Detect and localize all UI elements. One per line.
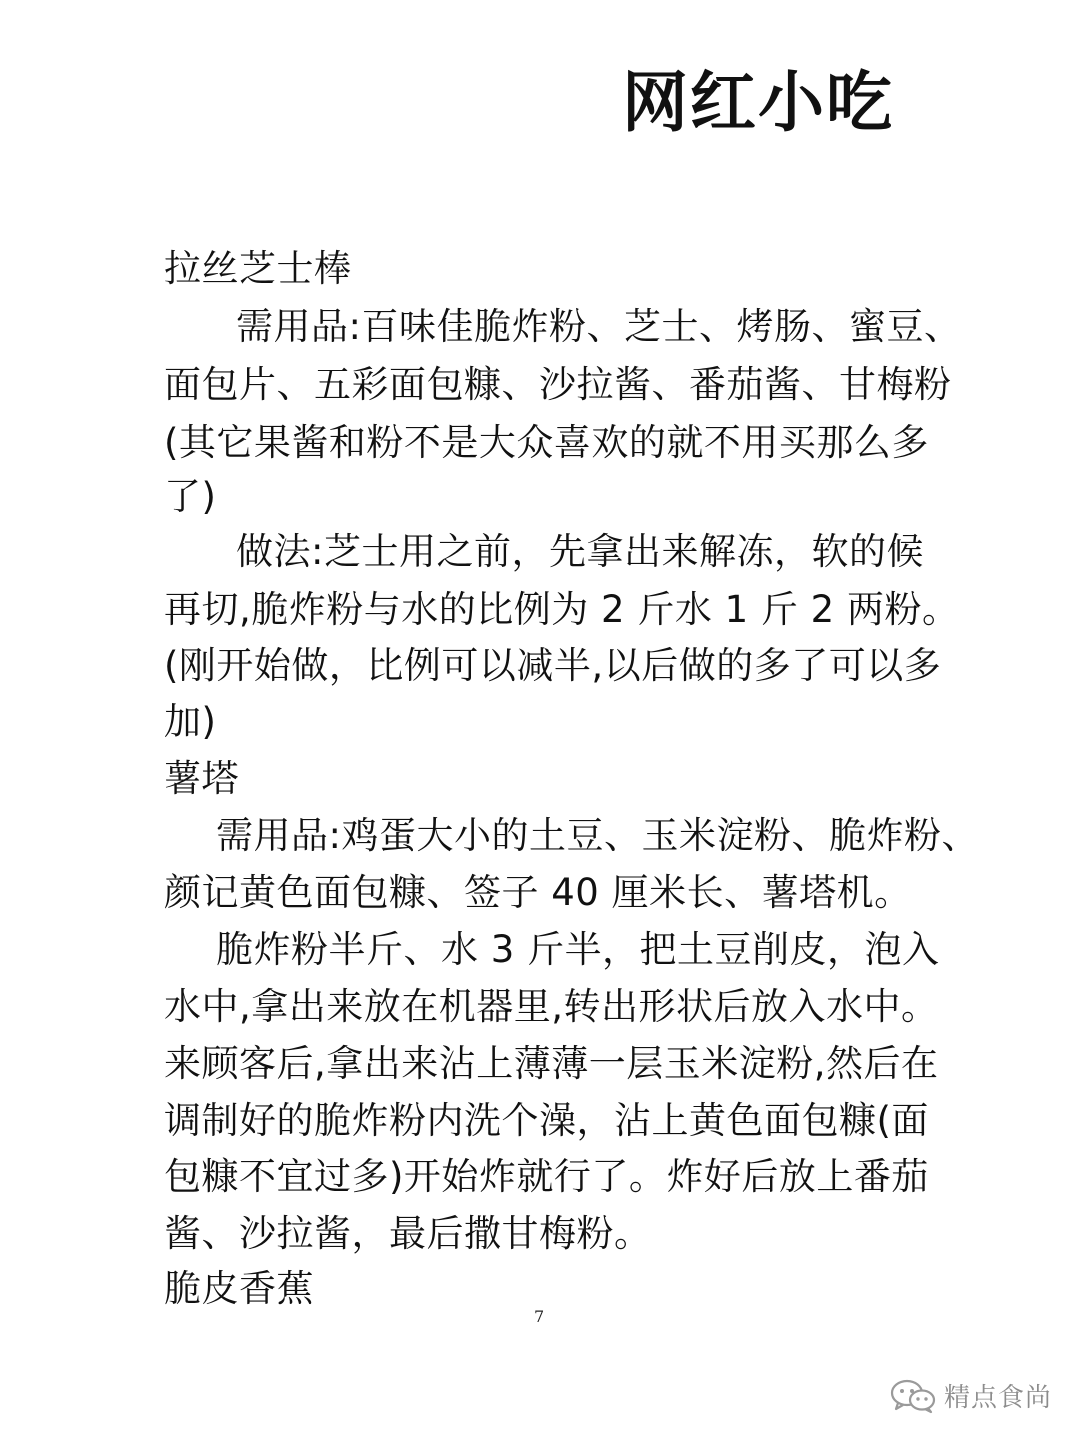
text-line: (刚开始做，比例可以减半,以后做的多了可以多 <box>164 644 942 687</box>
text-line: 酱、沙拉酱，最后撒甘梅粉。 <box>164 1212 652 1255</box>
text-line: 调制好的脆炸粉内洗个澡，沾上黄色面包糠(面 <box>164 1099 929 1142</box>
text-line: 需用品:鸡蛋大小的土豆、玉米淀粉、脆炸粉、 <box>216 814 979 857</box>
text-line: 水中,拿出来放在机器里,转出形状后放入水中。 <box>164 985 939 1028</box>
text-line: 来顾客后,拿出来沾上薄薄一层玉米淀粉,然后在 <box>164 1042 939 1085</box>
text-line: 加) <box>164 700 217 743</box>
text-line: 包糠不宜过多)开始炸就行了。炸好后放上番茄 <box>164 1155 929 1198</box>
text-line: 做法:芝士用之前，先拿出来解冻，软的候 <box>236 530 924 573</box>
text-line: 了) <box>164 475 217 518</box>
watermark <box>888 1377 1052 1414</box>
watermark-text: 精点食尚 <box>944 1383 1053 1413</box>
section-heading-crispy-banana: 脆皮香蕉 <box>164 1267 314 1310</box>
text-line: 脆炸粉半斤、水 3 斤半，把土豆削皮，泡入 <box>216 928 940 971</box>
page-number: 7 <box>534 1307 545 1326</box>
text-line: 颜记黄色面包糠、签子 40 厘米长、薯塔机。 <box>164 871 912 914</box>
wechat-official-account-icon <box>888 1378 938 1414</box>
text-line: 需用品:百味佳脆炸粉、芝士、烤肠、蜜豆、 <box>236 305 962 348</box>
text-line: (其它果酱和粉不是大众喜欢的就不用买那么多 <box>164 421 929 464</box>
text-line: 面包片、五彩面包糠、沙拉酱、番茄酱、甘梅粉 <box>164 363 952 406</box>
section-heading-potato-tower: 薯塔 <box>164 757 239 800</box>
text-line: 再切,脆炸粉与水的比例为 2 斤水 1 斤 2 两粉。 <box>164 588 960 631</box>
page-title: 网红小吃 <box>622 64 894 141</box>
section-heading-cheese-stick: 拉丝芝士棒 <box>164 247 352 290</box>
